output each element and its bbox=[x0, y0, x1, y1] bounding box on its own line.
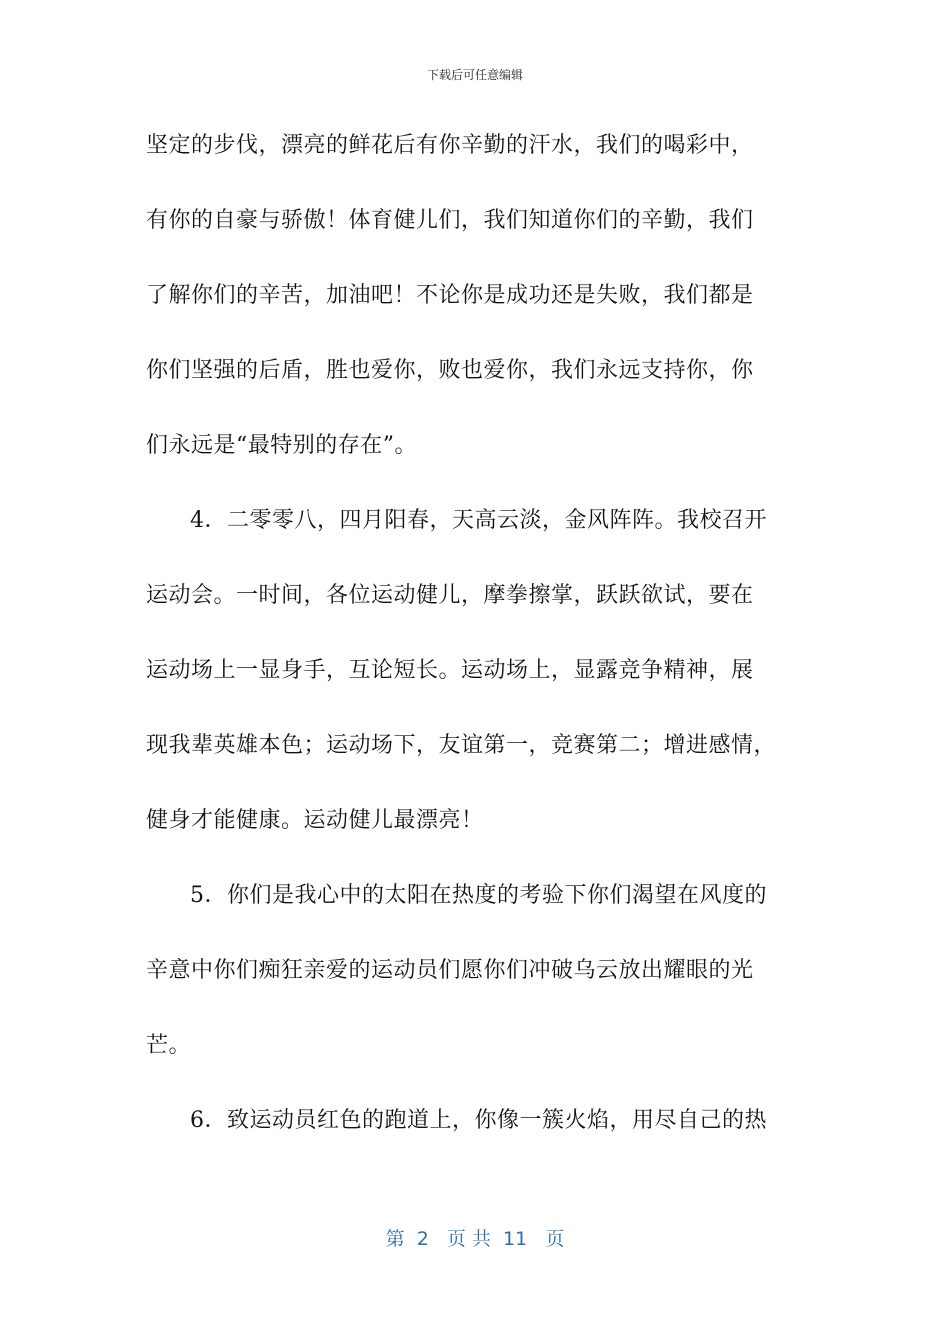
text-line: 现我辈英雄本色；运动场下，友谊第一，竞赛第二；增进感情， bbox=[146, 733, 777, 758]
text-line: 运动场上一显身手，互论短长。运动场上，显露竞争精神，展 bbox=[146, 658, 754, 683]
paragraph-start-line: 5．你们是我心中的太阳在热度的考验下你们渴望在风度的 bbox=[190, 883, 767, 908]
text-line: 辛意中你们痴狂亲爱的运动员们愿你们冲破乌云放出耀眼的光 bbox=[146, 958, 754, 983]
text-line: 运动会。一时间，各位运动健儿，摩拳擦掌，跃跃欲试，要在 bbox=[146, 583, 754, 608]
page-header: 下载后可任意编辑 bbox=[426, 68, 523, 82]
text-line: 你们坚强的后盾，胜也爱你，败也爱你，我们永远支持你，你 bbox=[146, 358, 754, 383]
paragraph-start-line: 6．致运动员红色的跑道上，你像一簇火焰，用尽自己的热 bbox=[190, 1108, 767, 1133]
text-line: 坚定的步伐，漂亮的鲜花后有你辛勤的汗水，我们的喝彩中， bbox=[146, 133, 754, 158]
text-line: 了解你们的辛苦，加油吧！不论你是成功还是失败，我们都是 bbox=[146, 283, 754, 308]
document-body bbox=[146, 125, 806, 1175]
paragraph-start-line: 4．二零零八，四月阳春，天高云淡，金风阵阵。我校召开 bbox=[190, 508, 767, 533]
page-footer: 第 2 页 共 11 页 bbox=[385, 1228, 565, 1250]
text-line: 健身才能健康。运动健儿最漂亮！ bbox=[146, 808, 484, 833]
text-line: 们永远是“最特别的存在”。 bbox=[146, 433, 417, 458]
text-line: 芒。 bbox=[146, 1033, 192, 1058]
text-line: 有你的自豪与骄傲！体育健儿们，我们知道你们的辛勤，我们 bbox=[146, 208, 754, 233]
